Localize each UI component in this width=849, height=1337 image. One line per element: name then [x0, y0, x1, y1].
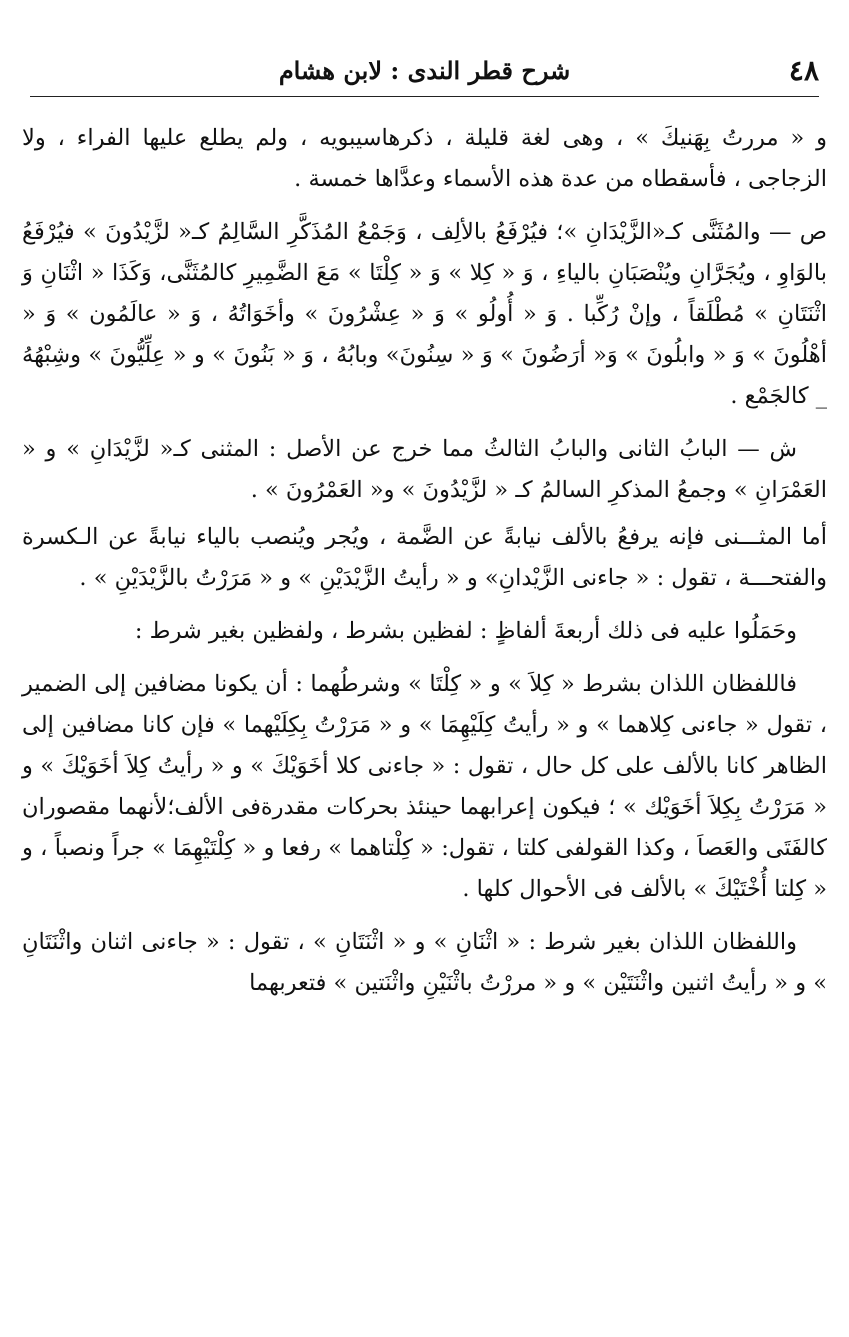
paragraph-kila-kilta: فاللفظان اللذان بشرط « كِلاَ » و « كِلْتَا » وشرطُهما : أن يكونا مضافين إلى الضمير ، تقول « جاءنى كِلاهما » و « رأيتُ كِلَيْهِمَا » و « مَرَرْتُ بِكِلَيْهما » فإن كانا مضافين إلى الظاهر كانا بالألف على كل حال ، تقول : « جاءنى كلا أخَوَيْكَ » و « رأيتُ كِلاَ أخَوَيْكَ » و « مَرَرْتُ بِكِلاَ أخَوَيْك » ؛ فيكون إعرابهما حينئذ بحركات مقدرةفى الألف؛لأنهما مقصوران كالفَتَى والعَصاَ ، وكذا القولفى كلتا ، تقول: « كِلْتاهما » رفعا و « كِلْتَيْهِمَا » جراً ونصباً ، و « كِلتا أُخْتَيْكَ » بالألف فى الأحوال كلها .: [22, 671, 827, 902]
header-rule: [30, 96, 819, 97]
paragraph-intro: و « مررتُ بِهَنيكَ » ، وهى لغة قليلة ، ذكرهاسيبويه ، ولم يطلع عليها الفراء ، ولا الزجاجى ، فأسقطاه من عدة هذه الأسماء وعدَّاها خمسة .: [22, 125, 827, 192]
paragraph-four-words: وحَمَلُوا عليه فى ذلك أربعةَ ألفاظٍ : لفظين بشرط ، ولفظين بغير شرط :: [134, 618, 797, 644]
page-number: ٤٨: [788, 54, 819, 87]
paragraph-matn: ص — والمُثَنَّى كـ«الزَّيْدَانِ »؛ فيُرْفَعُ بالألِف ، وَجَمْعُ المُذَكَّرِ السَّالِمُ كـ« لزَّيْدُونَ » فيُرْفَعُ بالوَاوِ ، ويُجَرَّانِ ويُنْصَبَانِ بالياءِ ، وَ « كِلا » وَ « كِلْتَا » مَعَ الضَّمِيرِ كالمُثَنَّى، وَكَذَا « اثْنَانِ وَ اثْنَتَانِ » مُطْلَقاً ، وإنْ رُكِّبا . وَ « أُولُو » وَ « عِشْرُونَ » وأخَوَاتُهُ ، وَ « عالَمُون » وَ « أهْلُونَ » وَ « وابلُونَ » وَ« أرَضُونَ » وَ « سِنُونَ» وبابُهُ ، وَ « بَنُونَ » و « عِلِّيُّونَ » وشِبْهُهُ _ كالجَمْع .: [22, 219, 827, 409]
page-header: [30, 54, 819, 94]
body-text: [22, 118, 827, 1016]
running-title: شرح قطر الندى : لابن هشام: [278, 56, 571, 85]
paragraph-ithnan: واللفظان اللذان بغير شرط : « اثْنَانِ » و « اثْنَتَانِ » ، تقول : « جاءنى اثنان واثْنَتَانِ » و « رأيتُ اثنين واثْنَتَيْن » و « مررْتُ باثْنَيْنِ واثْنَتين » فتعربهما: [22, 929, 827, 996]
paragraph-sharh: ش — البابُ الثانى والبابُ الثالثُ مما خرج عن الأصل : المثنى كـ« لزَّيْدَانِ » و « العَمْرَانِ » وجمعُ المذكرِ السالمُ كـ « لزَّيْدُونَ » و« العَمْرُونَ » .: [22, 436, 827, 503]
paragraph-muthanna: أما المثـــنى فإنه يرفعُ بالألف نيابةً عن الضَّمة ، ويُجر ويُنصب بالياء نيابةً عن الـكسرة والفتحـــة ، تقول : « جاءنى الزَّيْدانِ» و « رأيتُ الزَّيْدَيْنِ » و « مَرَرْتُ بالزَّيْدَيْنِ » .: [22, 524, 827, 591]
